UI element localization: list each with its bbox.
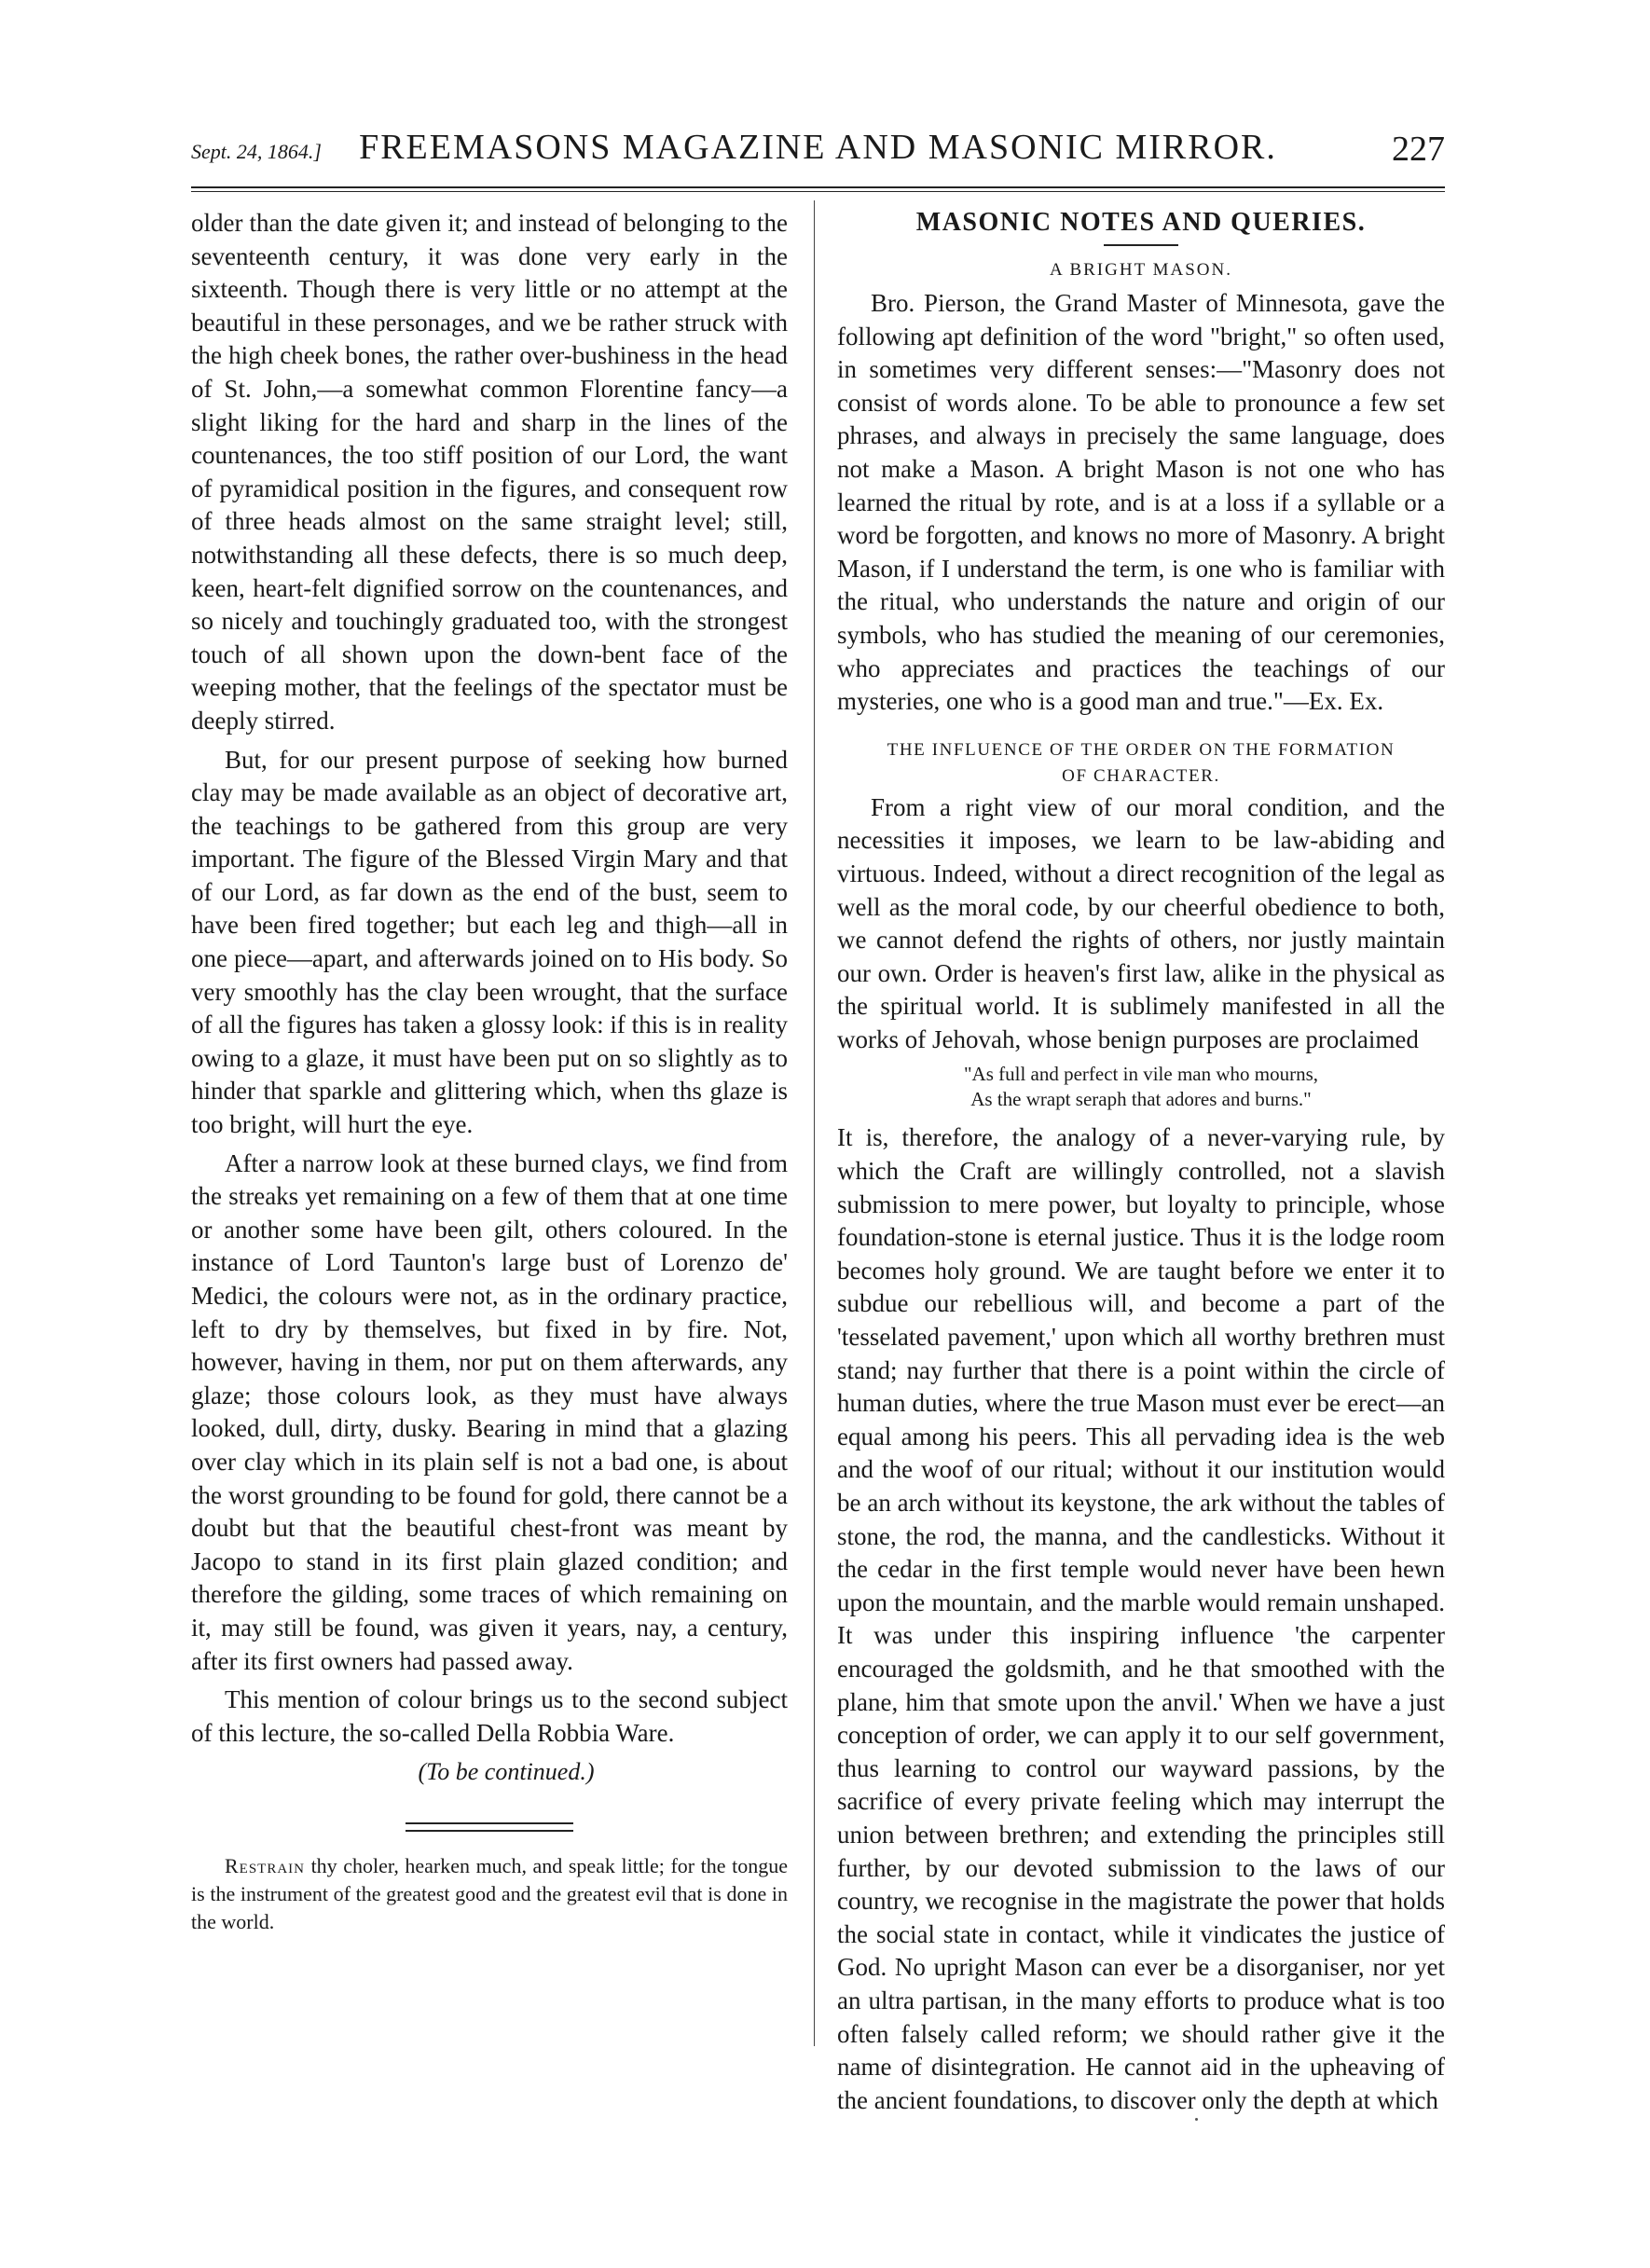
section-end-rule [406, 1822, 573, 1832]
header-date: Sept. 24, 1864.] [191, 140, 322, 163]
left-column [191, 207, 788, 1936]
verse-line-1: "As full and perfect in vile man who mourns, [963, 1063, 1319, 1086]
subhead-bright-mason: A BRIGHT MASON. [1050, 260, 1232, 280]
footnote [191, 1852, 788, 1936]
title-rule [1104, 244, 1178, 246]
column-divider [814, 200, 815, 2046]
page-header [191, 121, 1445, 177]
left-paragraph-3: After a narrow look at these burned clays, we find from the streaks yet remaining on a few of them that at one time or another some have been gilt, others coloured. In the instance of Lord Taunton's large bust of Lorenzo de' Medici, the colours were not, as in the ordinary practice, left to dry by themselves, but fixed in by fire. Not, however, having in them, nor put on them afterwards, any glaze; those colours look, as they must have always looked, dull, dirty, dusky. Bearing in mind that a glazing over clay which in its plain self is not a bad one, is about the worst grounding to be found for gold, there cannot be a doubt but that the beautiful chest-front was meant by Jacopo to stand in its first plain glazed condition; and therefore the gilding, some traces of which remaining on it, may still be found, was given it years, nay, a century, after its first owners had passed away. [191, 1148, 788, 1675]
page-speck [1195, 2118, 1198, 2121]
left-paragraph-2: But, for our present purpose of seeking how burned clay may be made available as an object of decorative art, the teachings to be gathered from this group are very important. The figure of the Blessed Virgin Mary and that of our Lord, as far down as the end of the bust, seem to have been fired together; but each leg and thigh—all in one piece—apart, and afterwards joined on to His body. So very smoothly has the clay been wrought, that the surface of all the figures has taken a glossy look: if this is in reality owing to a glaze, it must have been put on so slightly as to hinder that sparkle and glittering which, when ths glaze is too bright, will hurt the eye. [191, 745, 788, 1139]
subhead-influence-line-1: THE INFLUENCE OF THE ORDER ON THE FORMATION [887, 739, 1396, 760]
right-column [837, 207, 1445, 2117]
subhead-influence [837, 737, 1445, 790]
left-paragraph-4: This mention of colour brings us to the second subject of this lecture, the so-called Della Robbia Ware. [191, 1685, 788, 1747]
verse-line-2: As the wrapt seraph that adores and burns." [970, 1088, 1312, 1111]
to-be-continued: (To be continued.) [418, 1758, 595, 1786]
subhead-influence-line-2: OF CHARACTER. [1062, 765, 1220, 786]
footnote-cap: Restrain [225, 1853, 306, 1877]
bright-mason-paragraph: Bro. Pierson, the Grand Master of Minnesota, gave the following apt definition of the word "bright," so often used, in sometimes very different senses:—"Masonry does not consist of words alone. To be able to pronounce a few set phrases, and always in precisely the same language, does not make a Mason. A bright Mason is not one who has learned the ritual by rote, and is at a loss if a syllable or a word be forgotten, and knows no more of Masonry. A bright Mason, if I understand the term, is one who is familiar with the ritual, who understands the nature and origin of our symbols, who has studied the meaning of our ceremonies, who appreciates and practices the teachings of our mysteries, one who is a good man and true."—Ex. Ex. [837, 289, 1445, 716]
influence-paragraph-2: It is, therefore, the analogy of a never-varying rule, by which the Craft are willingly controlled, not a slavish submission to mere power, but loyalty to principle, whose foundation-stone is eternal justice. Thus it is the lodge room becomes holy ground. We are taught before we enter it to subdue our rebellious will, and become a part of the 'tesselated pavement,' upon which all worthy brethren must stand; nay further that there is a point within the circle of human duties, where the true Mason must ever be erect—an equal among his peers. This all pervading idea is the web and the woof of our ritual; without it our institution would be an arch without its keystone, the ark without the tables of stone, the rod, the manna, and the candlesticks. Without it the cedar in the first temple would never have been hewn upon the mountain, and the marble would remain unshaped. It was under this inspiring influence 'the carpenter encouraged the goldsmith, and he that smoothed with the plane, him that smote upon the anvil.' When we have a just conception of order, we can apply it to our self government, thus learning to control our wayward passions, by the sacrifice of every private feeling which may interrupt the union between brethren; and extending the principles still further, by our devoted submission to the laws of our country, we recognise in the magistrate the power that holds the social state in contact, while it vindicates the justice of God. No upright Mason can ever be a disorganiser, nor yet an ultra partisan, in the many efforts to produce what is too often falsely called reform; we should rather give it the name of disintegration. He cannot aid in the upheaving of the ancient foundations, to discover only the depth at which [837, 1123, 1445, 2114]
section-title: MASONIC NOTES AND QUERIES. [915, 208, 1367, 237]
left-paragraph-1: older than the date given it; and instead of belonging to the seventeenth century, it was done very early in the sixteenth. Though there is very little or no attempt at the beautiful in these personages, and we be rather struck with the high cheek bones, the rather over-bushiness in the head of St. John,—a somewhat common Florentine fancy—a slight liking for the hard and sharp in the lines of the countenances, the too stiff position of our Lord, the want of pyramidical position in the figures, and consequent row of three heads almost on the same straight level; still, notwithstanding all these defects, there is so much deep, keen, heart-felt dignified sorrow on the countenances, and so nicely and touchingly graduated too, with the strongest touch of all shown upon the down-bent face of the weeping mother, that the feelings of the spectator must be deeply stirred. [191, 209, 788, 735]
header-rule [191, 186, 1445, 192]
header-page-number: 227 [1392, 130, 1445, 169]
footnote-text: thy choler, hearken much, and speak little; for the tongue is the instrument of the greatest good and the greatest evil that is done in the world. [191, 1853, 788, 1933]
influence-paragraph-1: From a right view of our moral condition, and the necessities it imposes, we learn to be law-abiding and virtuous. Indeed, without a direct recognition of the legal as well as the moral code, by our cheerful obedience to both, we cannot defend the rights of others, nor justly maintain our own. Order is heaven's first law, alike in the physical as the spiritual world. It is sublimely manifested in all the works of Jehovah, whose benign purposes are proclaimed [837, 792, 1445, 1053]
verse-quote [837, 1062, 1445, 1112]
header-title: FREEMASONS MAGAZINE AND MASONIC MIRROR. [359, 128, 1277, 167]
